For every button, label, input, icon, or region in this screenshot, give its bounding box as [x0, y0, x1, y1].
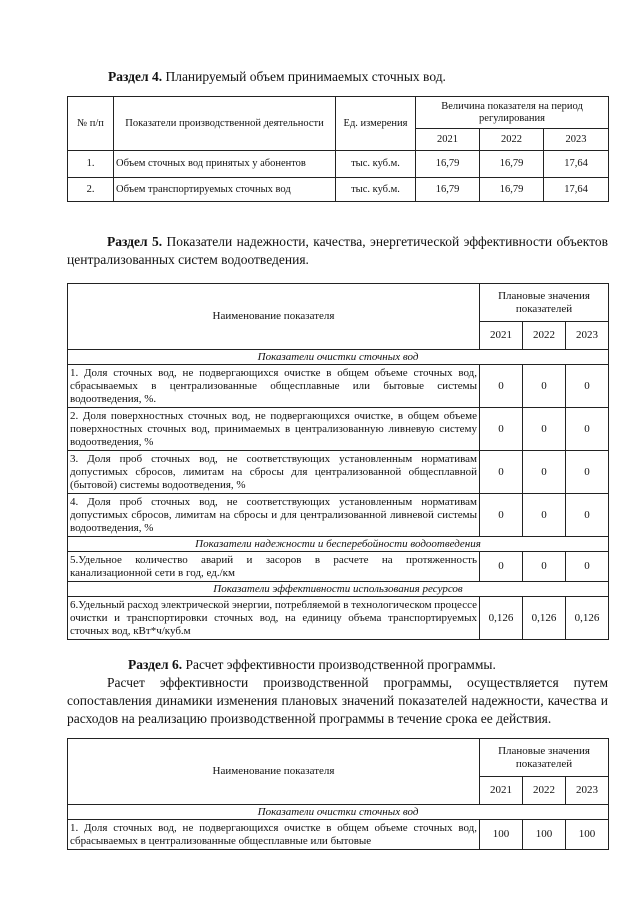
s6-header-name: Наименование показателя — [68, 739, 480, 805]
s5-row-value: 0 — [566, 552, 609, 582]
s6-header-planned: Плановые значения показателей — [480, 739, 609, 777]
s5-row-name: 3. Доля проб сточных вод, не соответствующих установленным нормативам допустимых сбросов, лимитам на сбросы для централизованной общесплавной (бытовой) системы водоотведения, % — [68, 451, 480, 494]
s5-row-value: 0 — [523, 451, 566, 494]
s5-row-value: 0 — [480, 365, 523, 408]
s5-row-name: 5.Удельное количество аварий и засоров в расчете на протяженность канализационной сети в год, ед./км — [68, 552, 480, 582]
s4-row-value: 17,64 — [544, 178, 609, 202]
s5-year: 2023 — [566, 322, 609, 350]
table-row — [68, 451, 609, 494]
table-row — [68, 365, 609, 408]
s5-row-value: 0 — [523, 494, 566, 537]
table-row — [68, 151, 609, 178]
section6-number: Раздел 6. — [128, 657, 183, 672]
s4-row-unit: тыс. куб.м. — [336, 178, 416, 202]
s5-row-value: 0,126 — [480, 597, 523, 640]
s5-header-planned: Плановые значения показателей — [480, 284, 609, 322]
table-row — [68, 408, 609, 451]
s4-header-num: № п/п — [68, 97, 114, 151]
s5-year: 2021 — [480, 322, 523, 350]
s5-row-name: 1. Доля сточных вод, не подвергающихся очистке в общем объеме сточных вод, сбрасываемых в централизованные общесплавные или бытовые системы водоотведения, %. — [68, 365, 480, 408]
s6-row-value: 100 — [523, 820, 566, 850]
s5-row-value: 0 — [480, 408, 523, 451]
s6-group-title: Показатели очистки сточных вод — [68, 805, 609, 820]
table-row — [68, 494, 609, 537]
s4-year: 2023 — [544, 129, 609, 151]
table-row — [68, 820, 609, 850]
s4-year: 2022 — [480, 129, 544, 151]
s6-year: 2023 — [566, 777, 609, 805]
s5-row-value: 0 — [480, 451, 523, 494]
table-row — [68, 178, 609, 202]
s6-row-name: 1. Доля сточных вод, не подвергающихся очистке в общем объеме сточных вод, сбрасываемых в централизованные общесплавные или бытовые — [68, 820, 480, 850]
s4-row-value: 16,79 — [416, 178, 480, 202]
s6-row-value: 100 — [566, 820, 609, 850]
s4-row-value: 16,79 — [480, 178, 544, 202]
s4-header-period: Величина показателя на период регулирования — [416, 97, 609, 129]
section4-number: Раздел 4. — [108, 69, 163, 84]
s5-row-value: 0,126 — [523, 597, 566, 640]
s4-row-value: 17,64 — [544, 151, 609, 178]
s6-row-value: 100 — [480, 820, 523, 850]
section6-table — [67, 738, 609, 850]
s5-row-name: 6.Удельный расход электрической энергии, потребляемой в технологическом процессе очистки и транспортировки сточных вод, на единицу объема транспортируемых сточных вод, кВт*ч/куб.м — [68, 597, 480, 640]
s5-row-value: 0 — [480, 552, 523, 582]
section5-table — [67, 283, 609, 640]
s4-year: 2021 — [416, 129, 480, 151]
s6-year: 2022 — [523, 777, 566, 805]
section4-table — [67, 96, 609, 202]
section4-heading — [108, 68, 446, 86]
s4-row-name: Объем сточных вод принятых у абонентов — [114, 151, 336, 178]
s5-row-value: 0 — [523, 552, 566, 582]
s4-row-name: Объем транспортируемых сточных вод — [114, 178, 336, 202]
table-row — [68, 597, 609, 640]
s5-group-title: Показатели эффективности использования ресурсов — [68, 582, 609, 597]
s4-row-num: 1. — [68, 151, 114, 178]
section6-heading — [128, 656, 496, 674]
s5-group-title: Показатели очистки сточных вод — [68, 350, 609, 365]
s4-header-unit: Ед. измерения — [336, 97, 416, 151]
s5-row-value: 0 — [566, 365, 609, 408]
s5-row-value: 0 — [566, 451, 609, 494]
s5-row-value: 0 — [480, 494, 523, 537]
s4-header-indicator: Показатели производственной деятельности — [114, 97, 336, 151]
s5-row-value: 0 — [566, 494, 609, 537]
s5-row-value: 0 — [566, 408, 609, 451]
section5-number: Раздел 5. — [107, 234, 163, 249]
s5-row-value: 0 — [523, 365, 566, 408]
s5-row-value: 0 — [523, 408, 566, 451]
s6-year: 2021 — [480, 777, 523, 805]
section5-title: Показатели надежности, качества, энергетической эффективности объектов централизованных систем водоотведения. — [67, 234, 608, 267]
s4-row-num: 2. — [68, 178, 114, 202]
s5-row-value: 0,126 — [566, 597, 609, 640]
table-row — [68, 552, 609, 582]
section5-heading — [67, 233, 608, 269]
s5-row-name: 4. Доля проб сточных вод, не соответствующих установленным нормативам допустимых сбросов, лимитам на сбросы и для централизованной ливневой системы водоотведения, % — [68, 494, 480, 537]
s4-row-unit: тыс. куб.м. — [336, 151, 416, 178]
section4-title: Планируемый объем принимаемых сточных вод. — [165, 69, 446, 84]
s5-group-title: Показатели надежности и бесперебойности водоотведения — [68, 537, 609, 552]
s4-row-value: 16,79 — [480, 151, 544, 178]
s5-row-name: 2. Доля поверхностных сточных вод, не подвергающихся очистке, в общем объеме поверхностных сточных вод, принимаемых в централизованную ливневую систему водоотведения, % — [68, 408, 480, 451]
s4-row-value: 16,79 — [416, 151, 480, 178]
section6-paragraph: Расчет эффективности производственной программы, осуществляется путем сопоставления динамики изменения плановых значений показателей надежности, качества и расходов на реализацию производственной программы в течение срока ее действия. — [67, 675, 608, 726]
s5-header-name: Наименование показателя — [68, 284, 480, 350]
s5-year: 2022 — [523, 322, 566, 350]
section6-title: Расчет эффективности производственной программы. — [185, 657, 496, 672]
